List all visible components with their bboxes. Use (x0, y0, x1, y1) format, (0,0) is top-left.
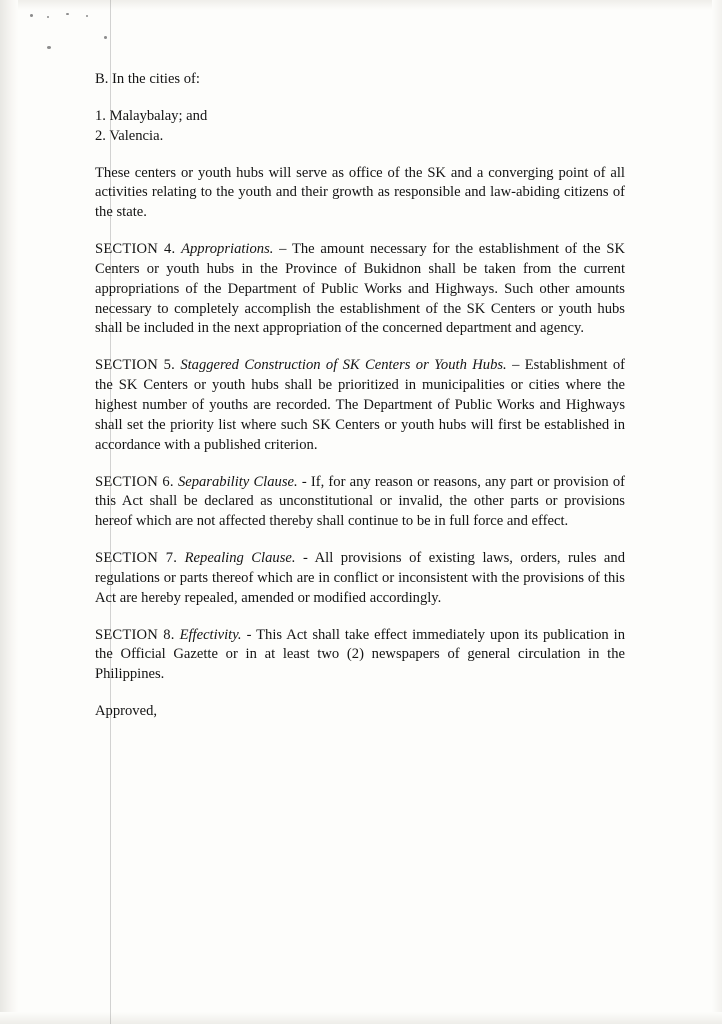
section-5-label: SECTION 5. (95, 357, 175, 374)
section-4-body: – The amount necessary for the establishment of the SK Centers or youth hubs in the Province of Bukidnon shall be taken from the current appropriations of the Department of Public Works and Highways. Such other amounts necessary to completely accomplish the establishment of the SK Centers or youth hubs shall be included in the next appropriation of the concerned department and agency. (95, 241, 625, 337)
page-edge-right-shadow (712, 0, 722, 1024)
city-list (95, 107, 625, 147)
section-7-title: Repealing Clause. (184, 550, 296, 567)
paragraph-centers-intro: These centers or youth hubs will serve as office of the SK and a converging point of all activities relating to the youth and their growth as responsible and law-abiding citizens of the state. (95, 164, 625, 221)
section-8-label: SECTION 8. (95, 626, 175, 643)
section-8-body: - This Act shall take effect immediately upon its publication in the Official Gazette or in at least two (2) newspapers of general circulation in the Philippines. (95, 626, 625, 683)
approved-line: Approved, (95, 703, 158, 720)
section-7-body: - All provisions of existing laws, orders, rules and regulations or parts thereof which are in conflict or inconsistent with the provisions of this Act are hereby repealed, amended or modified accordingly. (95, 550, 626, 606)
scan-speck (47, 16, 49, 18)
scan-speck (86, 15, 88, 17)
section-8 (95, 626, 625, 686)
section-6-label: SECTION 6. (95, 473, 174, 490)
section-5 (95, 356, 625, 455)
heading-cities: B. In the cities of: (95, 71, 200, 87)
section-4-label: SECTION 4. (95, 241, 176, 258)
section-5-body: – Establishment of the SK Centers or youth hubs shall be prioritized in municipalities or cities where the highest number of youths are recorded. The Department of Public Works and Highways shall set the priority list where such SK Centers or youth hubs will first be established in accordance with a published criterion. (95, 357, 625, 453)
document-body (95, 70, 625, 739)
section-8-title: Effectivity. (179, 626, 242, 643)
section-6-body: - If, for any reason or reasons, any part or provision of this Act shall be declared as unconstitutional or invalid, the other parts or provisions hereof which are not affected thereby shall continue to be in full force and effect. (95, 473, 625, 530)
section-7-label: SECTION 7. (95, 550, 178, 567)
scan-speck (30, 14, 33, 17)
section-4 (95, 240, 625, 339)
list-item: 2. Valencia. (95, 127, 164, 144)
page-edge-top-shadow (0, 0, 722, 10)
section-6-title: Separability Clause. (177, 473, 298, 490)
section-7 (95, 549, 625, 609)
section-6 (95, 473, 625, 533)
list-item: 1. Malaybalay; and (95, 107, 208, 124)
scan-speck (47, 46, 51, 49)
page-edge-left-shadow (0, 0, 18, 1024)
scan-speck (66, 13, 69, 15)
scan-speck (104, 36, 107, 39)
section-5-title: Staggered Construction of SK Centers or Youth Hubs. (180, 357, 507, 374)
page-edge-bottom-shadow (0, 1012, 722, 1024)
section-4-title: Appropriations. (181, 241, 274, 258)
